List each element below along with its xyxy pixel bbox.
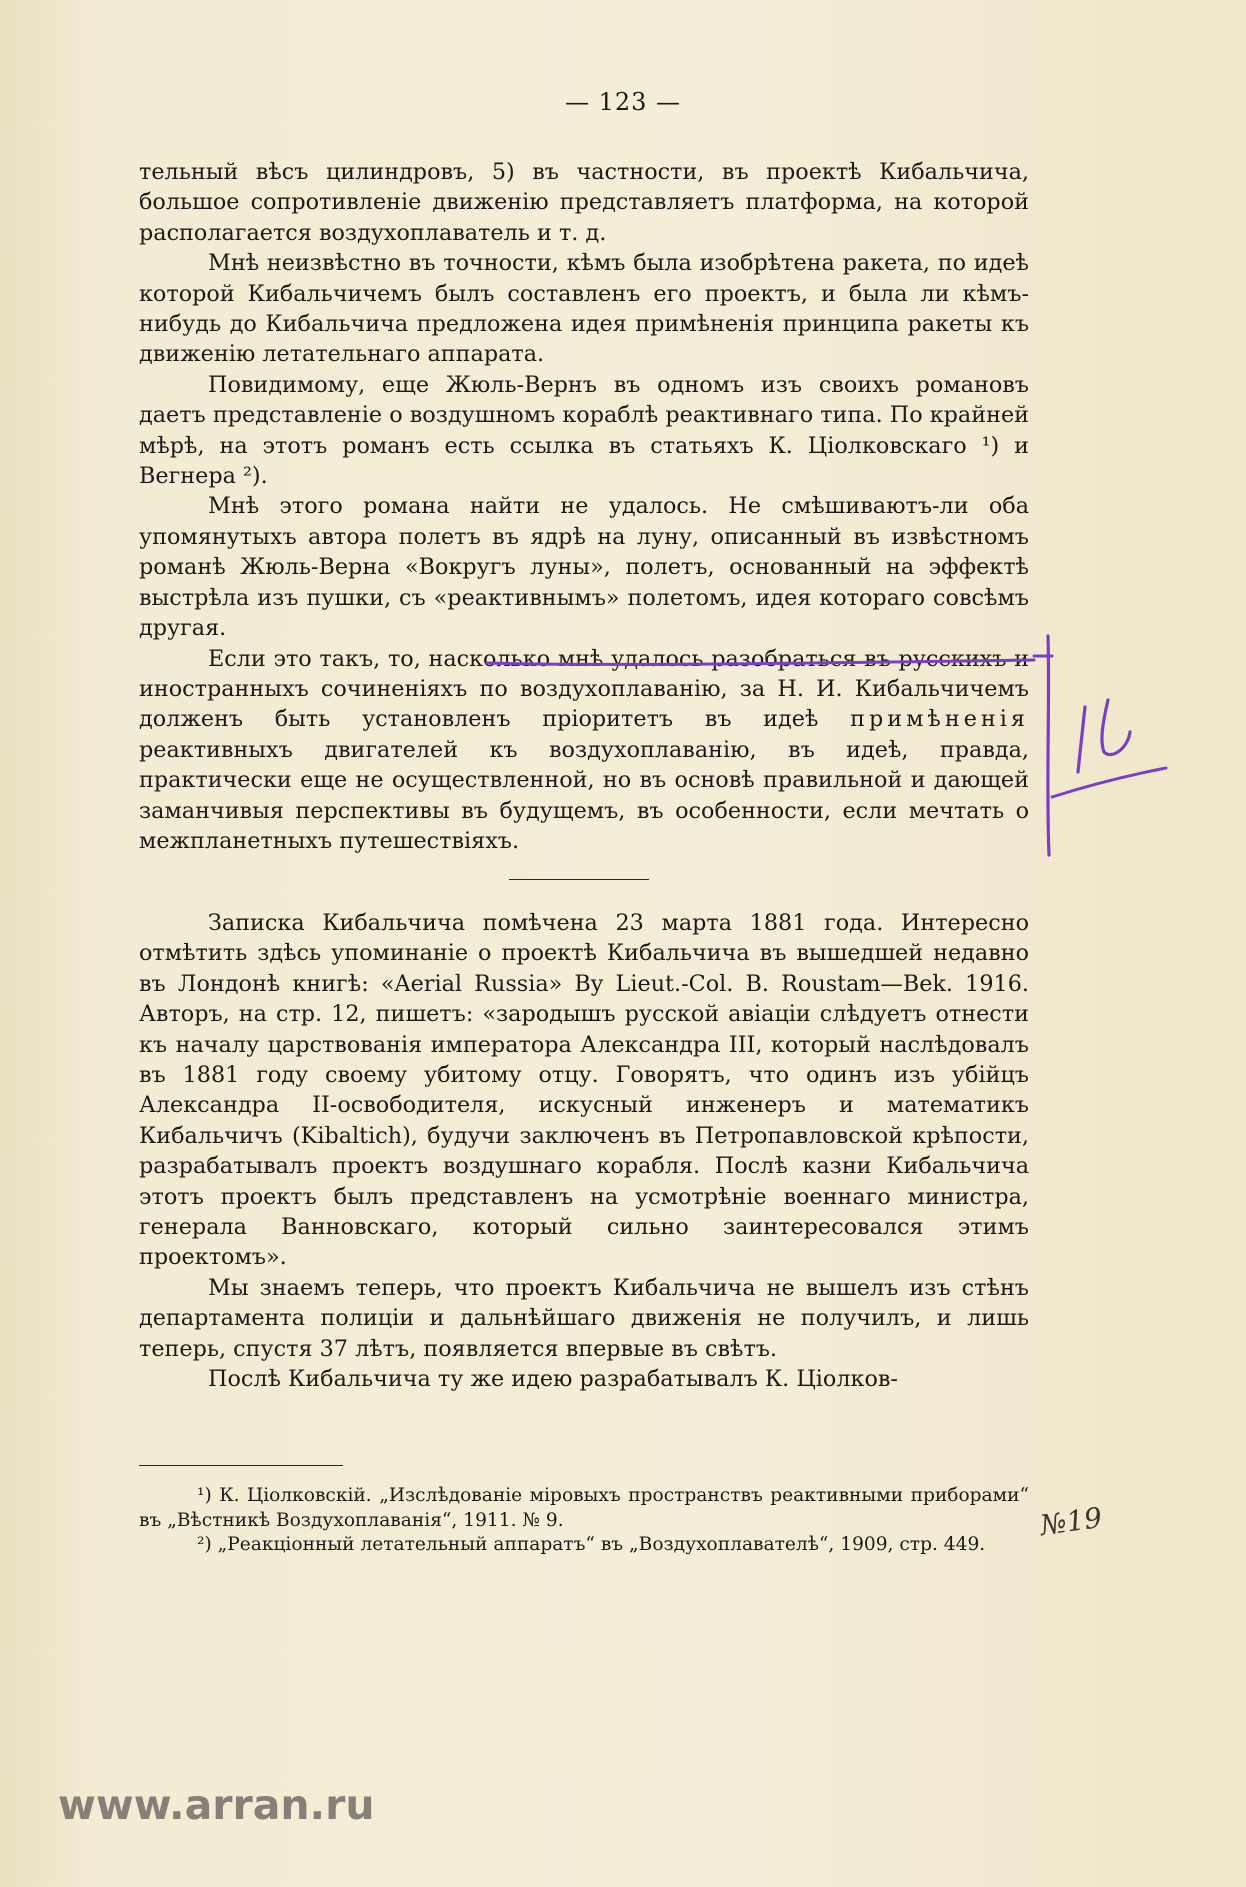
paragraph: Мнѣ этого романа найти не удалось. Не смѣшиваютъ-ли оба упомянутыхъ автора полетъ въ ядрѣ на луну, описанный въ извѣстномъ романѣ Жюль-Верна «Вокругъ луны», полетъ, основанный на эффектѣ выстрѣла изъ пушки, съ «реактивнымъ» полетомъ, идея котораго совсѣмъ другая.: [139, 493, 1029, 642]
handwritten-note: №19: [1038, 1500, 1105, 1543]
paragraph: Повидимому, еще Жюль-Вернъ въ одномъ изъ своихъ романовъ даетъ представленіе о воздушномъ кораблѣ реактивнаго типа. По крайней мѣрѣ, на этотъ романъ есть ссылка въ статьяхъ К. Ціолковскаго ¹) и Вегнера ²).: [139, 371, 1029, 490]
digit-one-stroke: [1078, 707, 1085, 772]
paragraph: Послѣ Кибальчича ту же идею разрабатывалъ К. Ціолков-: [208, 1366, 898, 1393]
paragraph: Записка Кибальчича помѣчена 23 марта 1881 года. Интересно отмѣтить здѣсь упоминаніе о проектѣ Кибальчича въ вышедшей недавно въ Лондонѣ книгѣ: «Aerial Russia» By Lieut.-Col. B. Roustam—Bek. 1916. Авторъ, на стр. 12, пишетъ: «зародышъ русской авіаціи слѣдуетъ отнести къ началу царствованія императора Александра III, который наслѣдовалъ въ 1881 году своему убитому отцу. Говорятъ, что одинъ изъ убійцъ Александра II-освободителя, искусный инженеръ и математикъ Кибальчичъ (Kibaltich), будучи заключенъ въ Петропавловской крѣпости, разрабатывалъ проектъ воздушнаго корабля. Послѣ казни Кибальчича этотъ проектъ былъ представленъ на усмотрѣніе военнаго министра, генерала Ванновскаго, который сильно заинтересовался этимъ проектомъ».: [139, 910, 1029, 1271]
paragraph: Мнѣ неизвѣстно въ точности, кѣмъ была изобрѣтена ракета, по идеѣ которой Кибальчичемъ былъ составленъ его проектъ, и была ли кѣмъ-нибудь до Кибальчича предложена идея примѣненія принципа ракеты къ движенію летательнаго аппарата.: [139, 250, 1029, 368]
watermark: www.arran.ru: [58, 1781, 375, 1829]
body-text-upper: [139, 157, 1029, 856]
footnote: ¹) К. Ціолковскій. „Изслѣдованіе міровыхъ пространствъ реактивными приборами“ въ „Вѣстникѣ Воздухоплаванія“, 1911. № 9.: [139, 1485, 1029, 1531]
paragraph: тельный вѣсъ цилиндровъ, 5) въ частности, въ проектѣ Кибальчича, большое сопротивленіе движенію представляетъ платформа, на которой располагается воздухоплаватель и т. д.: [139, 159, 1029, 246]
margin-tick: [1052, 768, 1166, 797]
paragraph-priority: [139, 644, 1029, 857]
paragraph: Мы знаемъ теперь, что проектъ Кибальчича не вышелъ изъ стѣнъ департамента полиціи и дальнѣйшаго движенія не получилъ, и лишь теперь, спустя 37 лѣтъ, появляется впервые въ свѣтъ.: [139, 1274, 1029, 1362]
margin-bracket-line: [1048, 636, 1049, 855]
spaced-emphasis: примѣненія: [850, 706, 1029, 733]
footnote: ²) „Реакціонный летательный аппаратъ“ въ „Воздухоплавателѣ“, 1909, стр. 449.: [197, 1534, 986, 1555]
page-number: — 123 —: [564, 88, 682, 116]
digit-five-stroke: [1102, 700, 1130, 755]
body-text-lower: [139, 908, 1029, 1395]
text-run: реактивныхъ двигателей къ воздухоплаванію, въ идеѣ, правда, практически еще не осуществленной, но въ основѣ правильной и дающей заманчивыя перспективы въ будущемъ, въ особенности, если мечтать о межпланетныхъ путешествіяхъ.: [139, 736, 1029, 854]
section-divider: [509, 879, 649, 880]
footnote-rule: [139, 1465, 343, 1466]
text-run: Если это такъ, то, насколько мнѣ удалось разобраться въ русскихъ и иностранныхъ сочиненіяхъ по воздухоплаванію, за Н. И. Кибальчичемъ долженъ быть установленъ пріоритетъ въ идеѣ: [139, 645, 1029, 733]
footnotes: [139, 1484, 1029, 1558]
annotation-mark: 15: [1083, 790, 1085, 791]
